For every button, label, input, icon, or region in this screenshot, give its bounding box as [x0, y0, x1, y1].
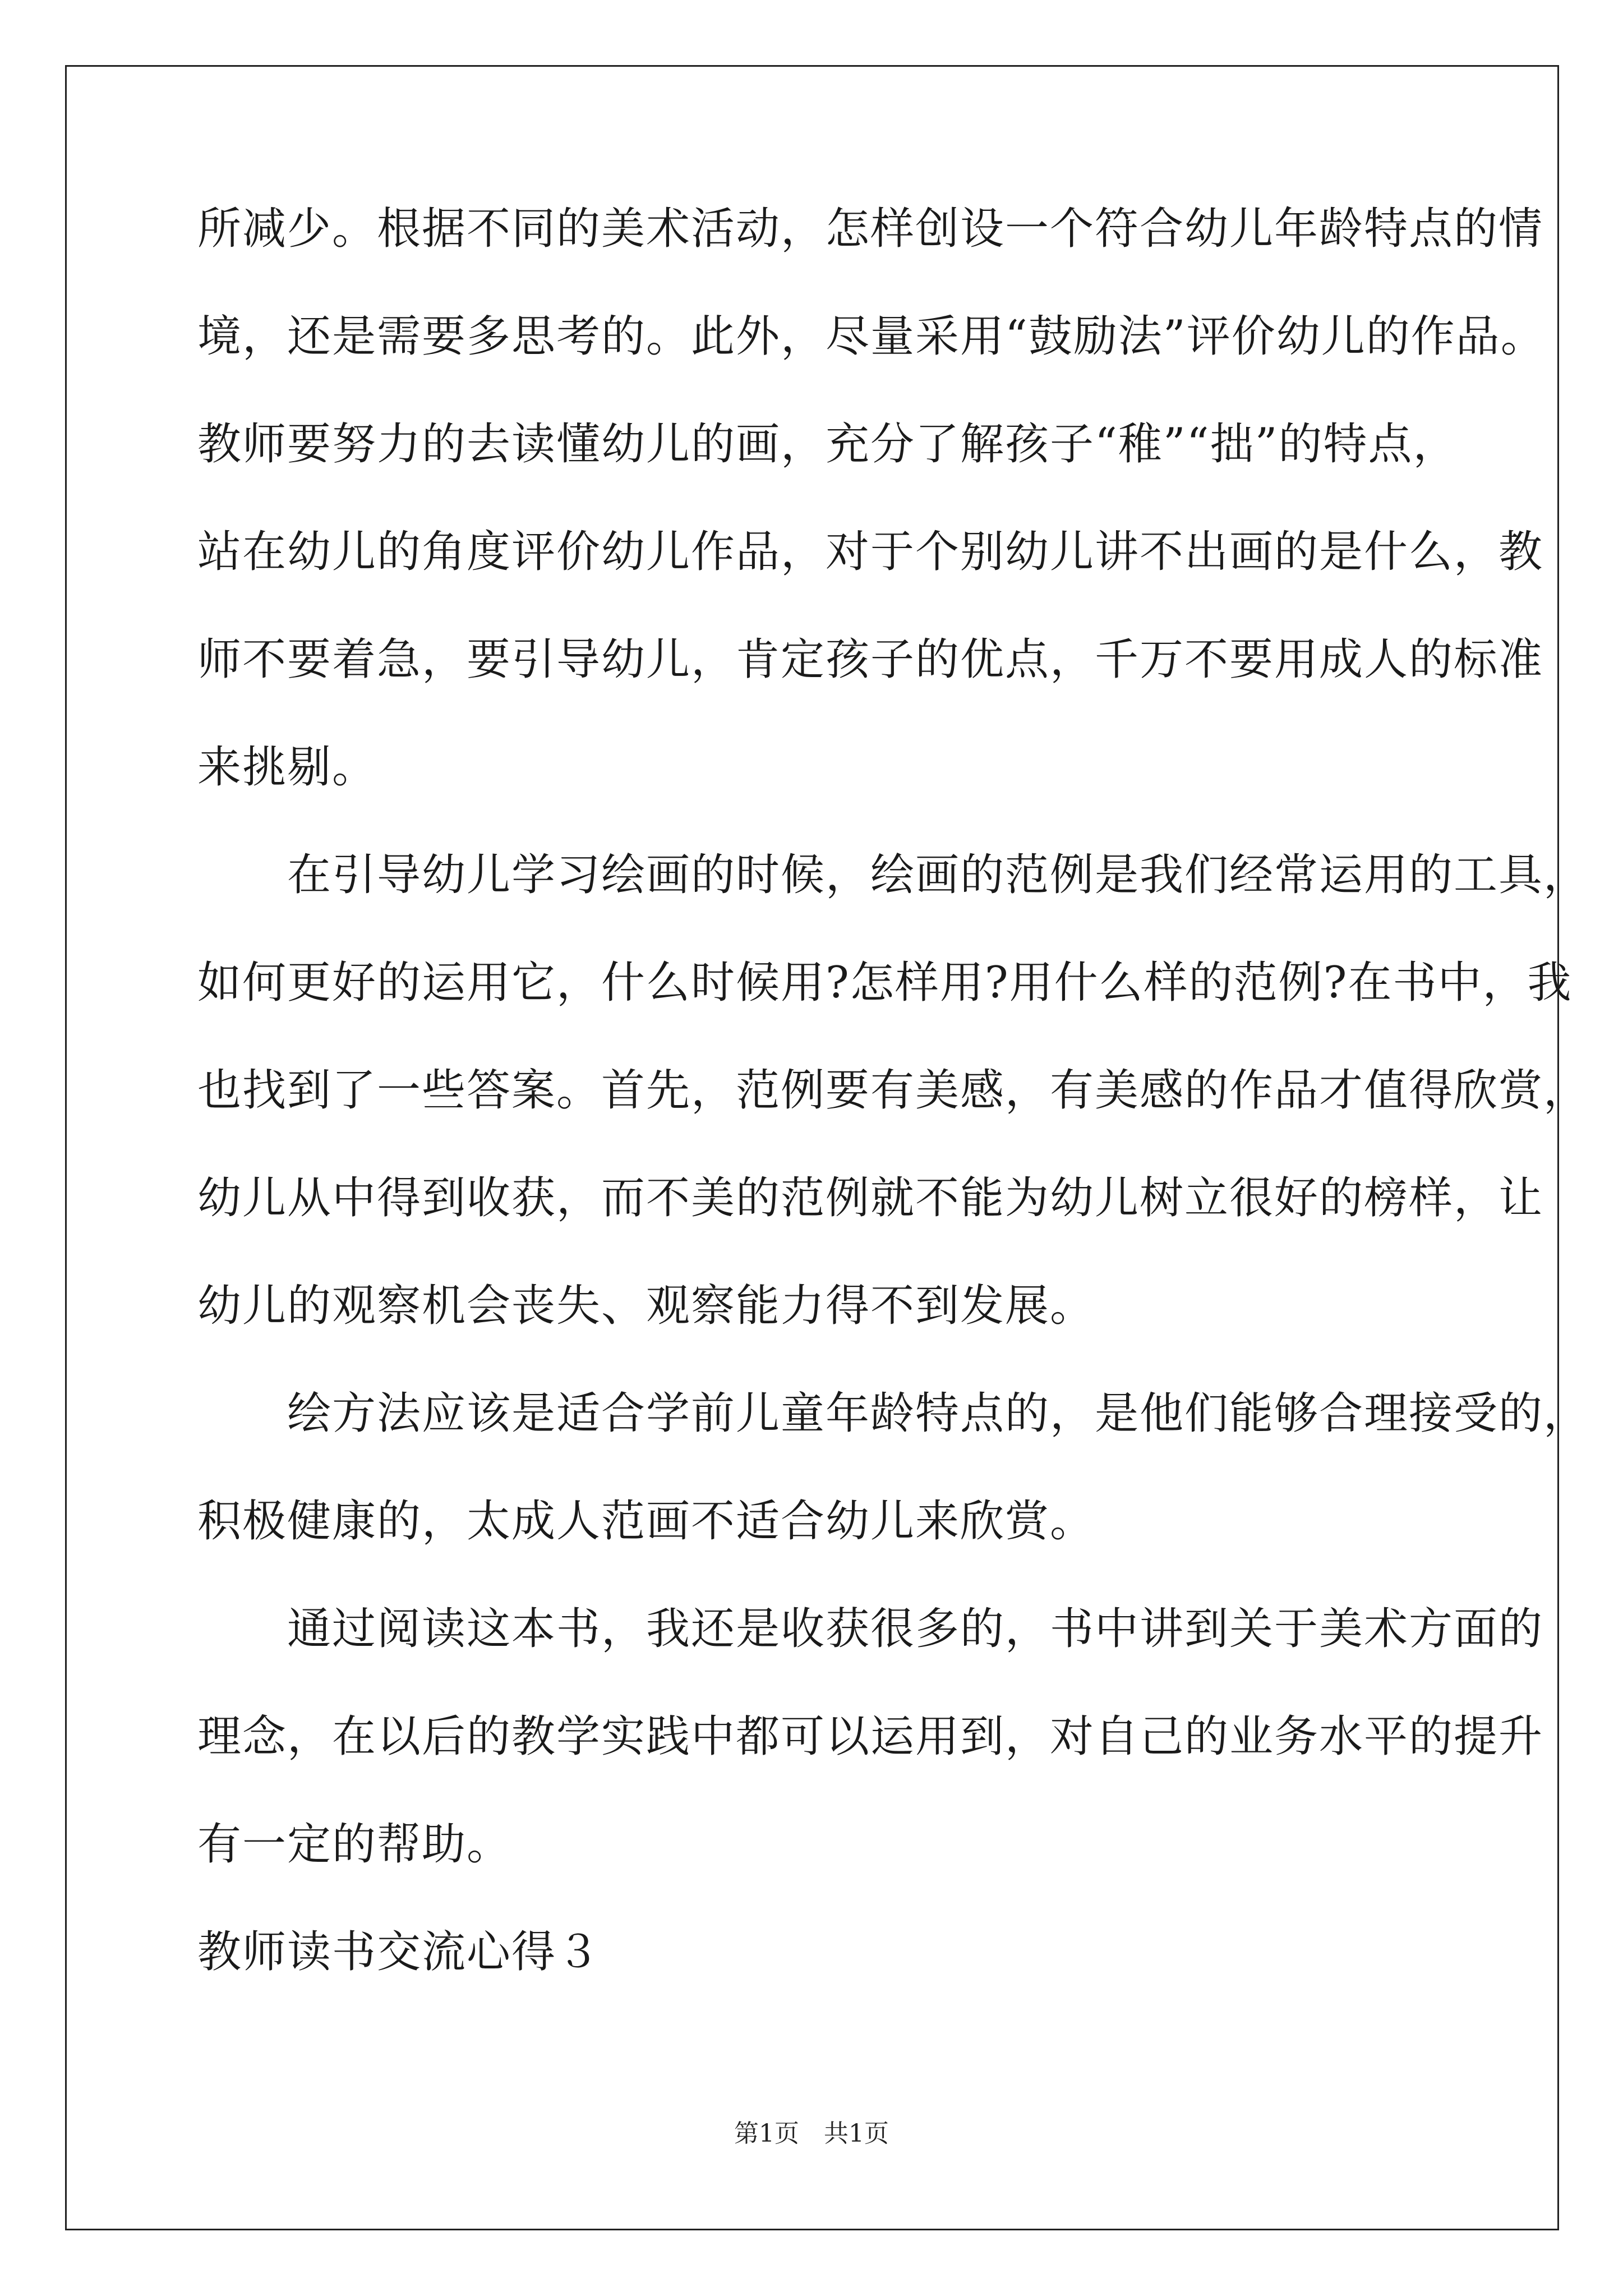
text-line: 理念，在以后的教学实践中都可以运用到，对自己的业务水平的提升: [197, 1711, 1544, 1762]
text-line: 境，还是需要多思考的。此外，尽量采用“鼓励法”评价幼儿的作品。: [197, 311, 1546, 362]
page-total: 共1页: [824, 2119, 889, 2148]
text-line: 幼儿的观察机会丧失、观察能力得不到发展。: [197, 1281, 1095, 1331]
text-line: 教师要努力的去读懂幼儿的画，充分了解孩子“稚”“拙”的特点，: [197, 419, 1458, 470]
text-line: 绘方法应该是适合学前儿童年龄特点的，是他们能够合理接受的，: [197, 1388, 1589, 1439]
text-line: 也找到了一些答案。首先，范例要有美感，有美感的作品才值得欣赏，: [197, 1065, 1589, 1116]
text-line: 站在幼儿的角度评价幼儿作品，对于个别幼儿讲不出画的是什么，教: [197, 527, 1544, 577]
text-line: 幼儿从中得到收获，而不美的范例就不能为幼儿树立很好的榜样，让: [197, 1173, 1544, 1223]
text-line: 师不要着急，要引导幼儿，肯定孩子的优点，千万不要用成人的标准: [197, 634, 1544, 685]
text-line: 如何更好的运用它，什么时候用?怎样用?用什么样的范例?在书中，我: [197, 958, 1573, 1008]
text-line: 在引导幼儿学习绘画的时候，绘画的范例是我们经常运用的工具，: [197, 850, 1589, 900]
section-heading: 教师读书交流心得３: [197, 1927, 602, 1977]
text-line: 积极健康的，太成人范画不适合幼儿来欣赏。: [197, 1496, 1095, 1547]
text-line: 有一定的帮助。: [197, 1819, 512, 1870]
page-border: [65, 65, 1559, 2230]
text-line: 通过阅读这本书，我还是收获很多的，书中讲到关于美术方面的: [197, 1604, 1544, 1654]
page-footer: [0, 2118, 1623, 2150]
text-line: 来挑剔。: [197, 742, 377, 793]
text-line: 所减少。根据不同的美术活动，怎样创设一个符合幼儿年龄特点的情: [197, 204, 1544, 254]
page-number: 第1页: [734, 2119, 799, 2148]
